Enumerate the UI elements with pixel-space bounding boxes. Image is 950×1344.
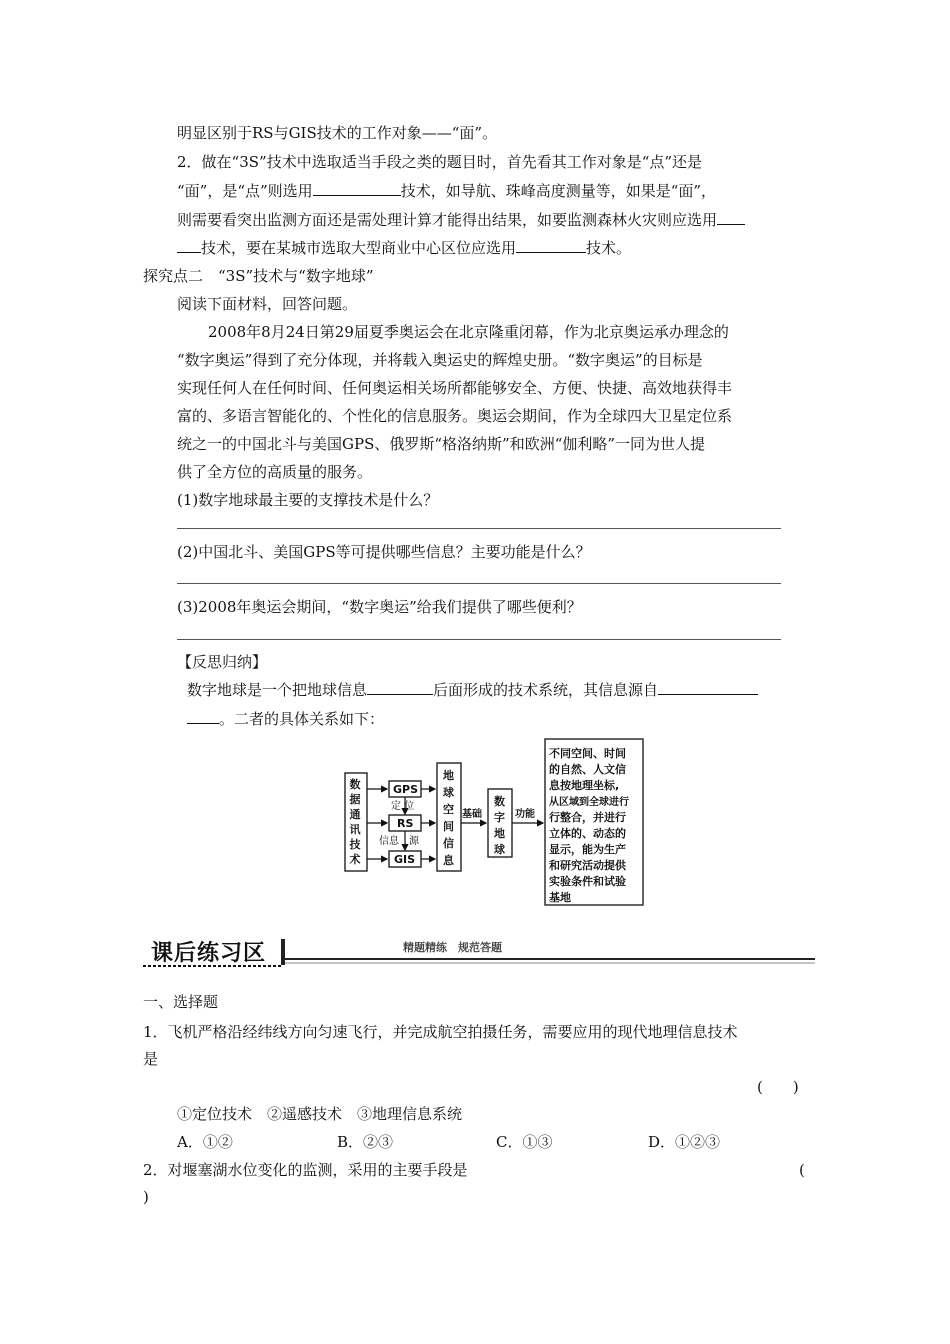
svg-text:显示，能为生产: 显示，能为生产 — [549, 843, 626, 856]
fill-blank[interactable] — [516, 238, 586, 253]
option-d[interactable]: D．①②③ — [648, 1133, 721, 1151]
svg-text:的自然、人文信: 的自然、人文信 — [549, 763, 626, 776]
svg-text:字: 字 — [494, 811, 505, 824]
svg-text:信: 信 — [443, 837, 454, 850]
question-2: (2)中国北斗、美国GPS等可提供哪些信息？主要功能是什么？ — [177, 543, 591, 561]
svg-text:和研究活动提供: 和研究活动提供 — [549, 859, 626, 872]
svg-text:数: 数 — [349, 778, 361, 791]
exercise-section: 一、选择题 — [143, 993, 219, 1011]
yuan-label: 源 — [409, 836, 419, 847]
exercise-q2-line1: 2．对堰塞湖水位变化的监测，采用的主要手段是 — [143, 1161, 468, 1179]
svg-text:立体的、动态的: 立体的、动态的 — [549, 827, 626, 840]
svg-text:技: 技 — [349, 838, 361, 851]
reflect-line2-text: 。二者的具体关系如下： — [219, 710, 385, 728]
answer-line-3[interactable] — [177, 639, 781, 640]
material-line: 2008年8月24日第29届夏季奥运会在北京隆重闭幕，作为北京奥运承办理念的 — [208, 323, 729, 341]
svg-text:球: 球 — [443, 786, 454, 799]
para2-line4-text-b: 技术。 — [586, 239, 632, 257]
svg-text:息按地理坐标,: 息按地理坐标, — [549, 779, 620, 792]
svg-text:术: 术 — [349, 853, 361, 866]
reflect-line1-text-b: 后面形成的技术系统，其信息源自 — [433, 681, 659, 699]
dingwei-label: 定 位 — [391, 801, 415, 812]
para2-line2-text-b: 技术，如导航、珠峰高度测量等，如果是“面”， — [400, 182, 717, 200]
banner-subtitle: 精题精练 规范答题 — [403, 941, 502, 954]
exercise-banner — [143, 933, 815, 969]
svg-text:间: 间 — [443, 820, 454, 833]
section-title: 探究点二 “3S”技术与“数字地球” — [143, 267, 374, 285]
svg-text:实验条件和试验: 实验条件和试验 — [549, 875, 626, 888]
answer-line-2[interactable] — [177, 583, 781, 584]
svg-text:据: 据 — [349, 793, 361, 806]
para1-line1: 明显区别于RS与GIS技术的工作对象——“面”。 — [177, 124, 498, 142]
material-line: 实现任何人在任何时间、任何奥运相关场所都能够安全、方便、快捷、高效地获得丰 — [177, 379, 733, 397]
material-line: “数字奥运”得到了充分体现，并将载入奥运史的辉煌史册。“数字奥运”的目标是 — [177, 351, 703, 369]
fill-blank[interactable] — [313, 181, 401, 196]
fill-blank[interactable] — [367, 680, 433, 695]
svg-text:地: 地 — [494, 827, 505, 840]
option-c[interactable]: C．①③ — [496, 1133, 553, 1151]
question-1: (1)数字地球最主要的支撑技术是什么？ — [177, 491, 439, 509]
exercise-q1-line1: 1．飞机严格沿经纬线方向匀速飞行，并完成航空拍摄任务，需要应用的现代地理信息技术 — [143, 1023, 738, 1041]
material-line: 富的、多语言智能化的、个性化的信息服务。奥运会期间，作为全球四大卫星定位系 — [177, 407, 733, 425]
exercise-q1-items: ①定位技术 ②遥感技术 ③地理信息系统 — [177, 1105, 463, 1123]
gis-label: GIS — [394, 853, 416, 866]
instruction: 阅读下面材料，回答问题。 — [177, 295, 358, 313]
answer-paren-close[interactable]: ) — [143, 1188, 149, 1206]
svg-text:行整合，并进行: 行整合，并进行 — [549, 811, 626, 824]
exercise-q1-line2: 是 — [143, 1050, 159, 1068]
option-a[interactable]: A．①② — [177, 1133, 233, 1151]
option-b[interactable]: B．②③ — [337, 1133, 394, 1151]
answer-paren[interactable]: ( ) — [757, 1078, 799, 1096]
svg-text:基地: 基地 — [549, 891, 571, 904]
svg-text:地: 地 — [443, 769, 454, 782]
material-line: 统之一的中国北斗与美国GPS、俄罗斯“格洛纳斯”和欧洲“伽利略”一同为世人提 — [177, 435, 706, 453]
svg-text:不同空间、时间: 不同空间、时间 — [549, 747, 626, 760]
rs-label: RS — [397, 817, 414, 830]
fill-blank[interactable] — [177, 238, 201, 253]
material-line: 供了全方位的高质量的服务。 — [177, 463, 373, 481]
svg-text:空: 空 — [443, 803, 454, 816]
question-3: (3)2008年奥运会期间，“数字奥运”给我们提供了哪些便利？ — [177, 598, 582, 616]
answer-paren-open[interactable]: ( — [799, 1161, 805, 1179]
reflect-title: 【反思归纳】 — [177, 653, 268, 671]
para2-line1: 2．做在“3S”技术中选取适当手段之类的题目时，首先看其工作对象是“点”还是 — [177, 153, 703, 171]
svg-text:从区域到全球进行: 从区域到全球进行 — [549, 797, 629, 808]
para2-line4-text-a: 技术，要在某城市选取大型商业中心区位应选用 — [201, 239, 517, 257]
para2-line3 — [177, 210, 745, 230]
para2-line2-text-a: “面”，是“点”则选用 — [177, 182, 313, 200]
banner-title: 课后练习区 — [151, 941, 267, 966]
xinxi-label: 信息 — [379, 836, 399, 847]
3s-digital-earth-diagram — [343, 737, 673, 909]
fill-blank[interactable] — [658, 680, 758, 695]
jichu-label: 基础 — [462, 809, 482, 820]
svg-text:球: 球 — [494, 843, 505, 856]
reflect-line2 — [187, 709, 384, 729]
fill-blank[interactable] — [187, 709, 219, 724]
svg-text:息: 息 — [443, 854, 454, 867]
para2-line3-text: 则需要看突出监测方面还是需处理计算才能得出结果，如要监测森林火灾则应选用 — [177, 211, 718, 229]
answer-line-1[interactable] — [177, 528, 781, 529]
svg-text:讯: 讯 — [349, 823, 361, 836]
fill-blank[interactable] — [717, 210, 745, 225]
para2-line4 — [177, 238, 631, 258]
reflect-line1 — [187, 680, 758, 700]
svg-text:数: 数 — [494, 795, 505, 808]
para2-line2 — [177, 181, 716, 201]
reflect-line1-text-a: 数字地球是一个把地球信息 — [187, 681, 368, 699]
svg-text:通: 通 — [349, 808, 361, 821]
gongneng-label: 功能 — [515, 809, 535, 820]
gps-label: GPS — [393, 783, 419, 796]
